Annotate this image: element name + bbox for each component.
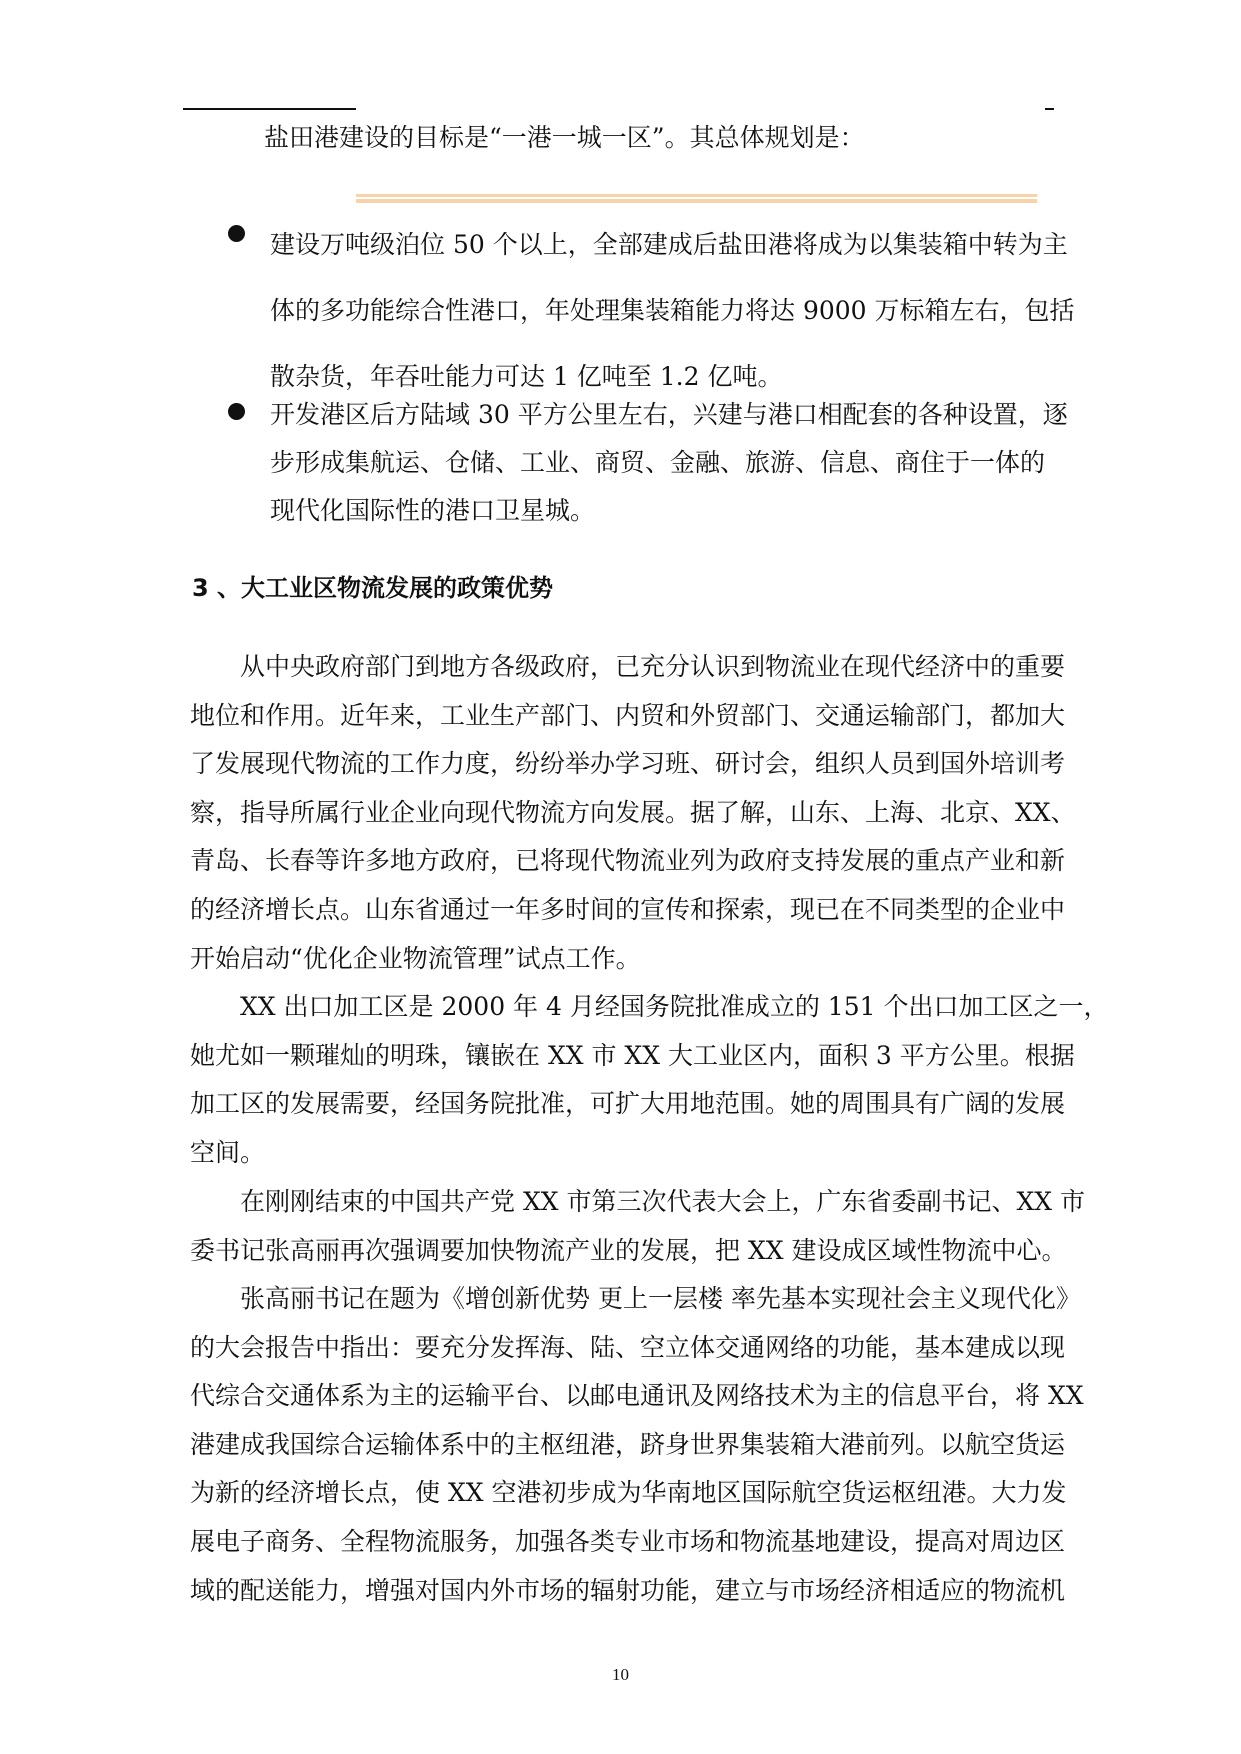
section-heading: 3 、大工业区物流发展的政策优势 <box>192 574 554 602</box>
text-line: 现代化国际性的港口卫星城。 <box>270 496 596 525</box>
paragraph-report <box>190 1275 1084 1615</box>
text-line: 港建成我国综合运输体系中的主枢纽港，跻身世界集装箱大港前列。以航空货运 <box>190 1429 1066 1459</box>
text-line: 建设万吨级泊位 50 个以上，全部建成后盐田港将成为以集装箱中转为主 <box>270 230 1068 259</box>
header-rule-left <box>183 108 356 110</box>
text-line: 委书记张高丽再次强调要加快物流产业的发展，把 XX 建设成区域性物流中心。 <box>190 1235 1067 1265</box>
intro-line: 盐田港建设的目标是“一港一城一区”。其总体规划是： <box>264 123 865 152</box>
text-line: XX 出口加工区是 2000 年 4 月经国务院批准成立的 151 个出口加工区之一， <box>240 992 1109 1021</box>
bullet-dot-icon <box>228 403 245 420</box>
text-line: 开始启动“优化企业物流管理”试点工作。 <box>190 943 641 973</box>
decorative-rule <box>356 194 1037 203</box>
text-line: 代综合交通体系为主的运输平台、以邮电通讯及网络技术为主的信息平台，将 XX <box>190 1381 1084 1411</box>
text-line: 从中央政府部门到地方各级政府，已充分认识到物流业在现代经济中的重要 <box>240 652 1066 681</box>
paragraph-export-zone <box>190 983 1109 1177</box>
text-line: 了发展现代物流的工作力度，纷纷举办学习班、研讨会，组织人员到国外培训考 <box>190 749 1066 779</box>
text-line: 散杂货，年吞吐能力可达 1 亿吨至 1.2 亿吨。 <box>270 362 783 391</box>
text-line: 青岛、长春等许多地方政府，已将现代物流业列为政府支持发展的重点产业和新 <box>190 846 1066 876</box>
text-line: 在刚刚结束的中国共产党 XX 市第三次代表大会上，广东省委副书记、XX 市 <box>240 1187 1086 1216</box>
text-line: 开发港区后方陆域 30 平方公里左右，兴建与港口相配套的各种设置，逐 <box>270 400 1068 429</box>
text-line: 察，指导所属行业企业向现代物流方向发展。据了解，山东、上海、北京、XX、 <box>190 797 1076 827</box>
text-line: 展电子商务、全程物流服务，加强各类专业市场和物流基地建设，提高对周边区 <box>190 1526 1066 1556</box>
paragraph-congress <box>190 1178 1086 1275</box>
text-line: 步形成集航运、仓储、工业、商贸、金融、旅游、信息、商住于一体的 <box>270 448 1046 477</box>
text-line: 为新的经济增长点，使 XX 空港初步成为华南地区国际航空货运枢纽港。大力发 <box>190 1478 1067 1508</box>
paragraph-policy <box>190 643 1076 983</box>
text-line: 的经济增长点。山东省通过一年多时间的宣传和探索，现已在不同类型的企业中 <box>190 894 1066 924</box>
bullet-text <box>270 212 1075 410</box>
bullet-text <box>270 391 1070 535</box>
text-line: 域的配送能力，增强对国内外市场的辐射功能，建立与市场经济相适应的物流机 <box>190 1575 1066 1605</box>
text-line: 地位和作用。近年来，工业生产部门、内贸和外贸部门、交通运输部门，都加大 <box>190 700 1066 730</box>
header-rule-right <box>1045 108 1054 110</box>
page-number: 10 <box>612 1665 629 1684</box>
text-line: 她尤如一颗璀灿的明珠，镶嵌在 XX 市 XX 大工业区内，面积 3 平方公里。根据 <box>190 1040 1075 1070</box>
text-line: 空间。 <box>190 1137 266 1167</box>
bullet-dot-icon <box>228 225 245 242</box>
text-line: 加工区的发展需要，经国务院批准，可扩大用地范围。她的周围具有广阔的发展 <box>190 1089 1066 1119</box>
text-line: 张高丽书记在题为《增创新优势 更上一层楼 率先基本实现社会主义现代化》 <box>240 1284 1081 1313</box>
text-line: 的大会报告中指出：要充分发挥海、陆、空立体交通网络的功能，基本建成以现 <box>190 1332 1066 1362</box>
text-line: 体的多功能综合性港口，年处理集装箱能力将达 9000 万标箱左右，包括 <box>270 296 1075 325</box>
